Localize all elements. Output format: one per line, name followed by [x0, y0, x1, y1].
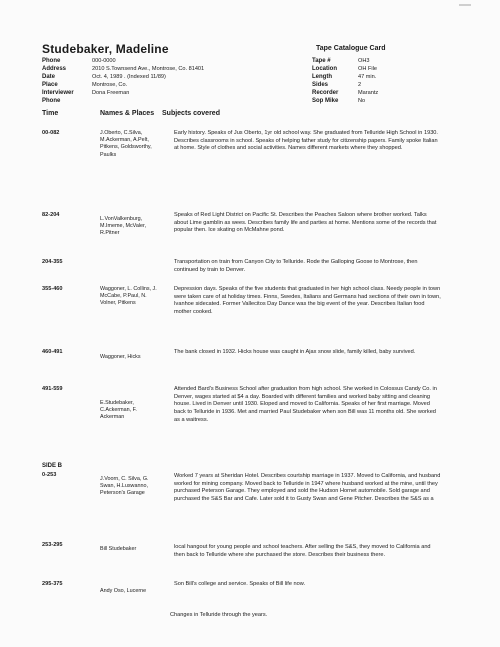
entry-names: E.Studebaker, C.Ackerman, F. Ackerman	[100, 400, 137, 421]
sides-label: Sides	[312, 82, 329, 88]
entry-time: 491-559	[42, 386, 63, 392]
entry-subjects: Depression days. Speaks of the five students that graduated in her high school class. Needy people in town were taken care of at holiday times. Finns, Swedes, Italians and Germans had sections of their own in town, Ivanhoe sidecated. Former Vallecitos Day Dance was the big event of the year. Describes Italian food mother cooked.	[174, 286, 441, 316]
entry-subjects: The bank closed in 1932. Hicks house was caught in Ajax snow slide, family killed, baby survived.	[174, 349, 416, 355]
entry-subjects: local hangout for young people and school teachers. After selling the S&S, they moved to California and then back to Telluride where she purchased the store. Describes their business there.	[174, 544, 431, 558]
length-label: Length	[312, 74, 332, 80]
entry-time: 00-082	[42, 130, 60, 136]
address-label: Address	[42, 66, 67, 72]
place-label: Place	[42, 82, 58, 88]
tape-number-label: Tape #	[312, 58, 331, 64]
sides-value: 2	[358, 82, 362, 88]
entry-time: 355-460	[42, 286, 63, 292]
recorder-value: Marantz	[358, 90, 379, 96]
phone2-label: Phone	[42, 98, 61, 104]
date-value: Oct. 4, 1989 . (Indexed 11/89)	[92, 74, 166, 80]
length-value: 47 min.	[358, 74, 377, 80]
entry-time: 204-355	[42, 259, 63, 265]
entry-names: Bill Studebaker	[100, 546, 137, 552]
date-label: Date	[42, 74, 56, 80]
entry-names: Waggoner, L. Collins, J. McCabe, P.Paul, N. Volner, Pitkens	[100, 286, 157, 307]
entry-subjects: Transportation on train from Canyon City to Telluride. Rode the Galloping Goose to Montrose, then continued by train to Denver.	[174, 259, 418, 273]
scan-mark	[459, 4, 471, 6]
subjects-column-header: Subjects covered	[162, 110, 220, 117]
entry-names: Waggoner, Hicks	[100, 354, 141, 360]
interviewer-value: Dona Freeman	[92, 90, 130, 96]
interviewer-label: Interviewer	[42, 90, 74, 96]
side-b-label: SIDE B	[42, 463, 63, 469]
entry-time: 295-375	[42, 581, 63, 587]
entry-time: 460-491	[42, 349, 63, 355]
entry-names: J.Voorn, C. Silva, G. Swan, H.Luswanno, Peterson's Garage	[100, 476, 149, 497]
entry-time: 253-295	[42, 542, 63, 548]
tape-number-value: OH3	[358, 58, 370, 64]
entry-subjects: Attended Bard's Business School after graduation from high school. She worked in Colossus Candy Co. in Denver, wages started at $4 a day. Boarded with different families and worked baby sitting and cleaning house. Lived in Denver until 1930. Eloped and moved to California. Speaks of her first marriage. Moved back to Telluride in 1936. Met and married Paul Studebaker when son Bill was 11 months old. She worked as a waitress.	[174, 386, 437, 423]
sop-mike-value: No	[358, 98, 366, 104]
entry-time: 82-204	[42, 212, 60, 218]
interviewee-name: Studebaker, Madeline	[42, 42, 169, 56]
entry-subjects: Son Bill's college and service. Speaks of Bill life now.	[174, 581, 306, 587]
entry-subjects: Early history. Speaks of Jus Oberto, 1yr old school way. She graduated from Telluride High School in 1930. Describes classrooms in school. Speaks of helping father study for citizenship papers. Family spoke Italian at home. Style of clothes and social activities. Names different markets where they shopped.	[174, 130, 438, 152]
card-title: Tape Catalogue Card	[316, 45, 386, 52]
closing-note: Changes in Telluride through the years.	[170, 612, 268, 618]
entry-names: J.Oberto, C.Silva, M.Ackerman, A.Pelt, Pitkens, Goldsworthy, Paulks	[100, 130, 152, 158]
location-label: Location	[312, 66, 337, 72]
recorder-label: Recorder	[312, 90, 339, 96]
phone-value: 000-0000	[92, 58, 116, 64]
time-column-header: Time	[42, 110, 59, 117]
entry-time: 0-253	[42, 472, 57, 478]
address-value: 2010 S.Townsend Ave., Montrose, Co. 81401	[92, 66, 205, 72]
location-value: OH File	[358, 66, 377, 72]
entry-names: Andy Oso, Lucerne	[100, 588, 147, 594]
phone-label: Phone	[42, 58, 61, 64]
place-value: Montrose, Co.	[92, 82, 128, 88]
names-column-header: Names & Places	[100, 110, 155, 117]
entry-subjects: Worked 7 years at Sheridan Hotel. Describes courtship marriage in 1937. Moved to California, and husband worked for mining company. Moved back to Telluride in 1947 where husband worked at the mine, until they purchased Peterson Garage. They employed and sold the Hudson Hornet automobile. Sold garage and purchased the S&S Bar and Cafe. Later sold it to Gusty Swan and Gene Pitcher. Describes the S&S as a	[174, 473, 441, 503]
entry-subjects: Speaks of Red Light District on Pacific St. Describes the Peaches Saloon where brother worked. Talks about Lime gamblin as wees. Describes family life and parties at home. Mentions some of the records that popular then. Ice skating on McMahne pond.	[174, 212, 437, 234]
entry-names: L.VonValkenburg, M.Imeme, McValer, R.Pitner	[100, 216, 147, 237]
sop-mike-label: Sop Mike	[312, 98, 339, 104]
